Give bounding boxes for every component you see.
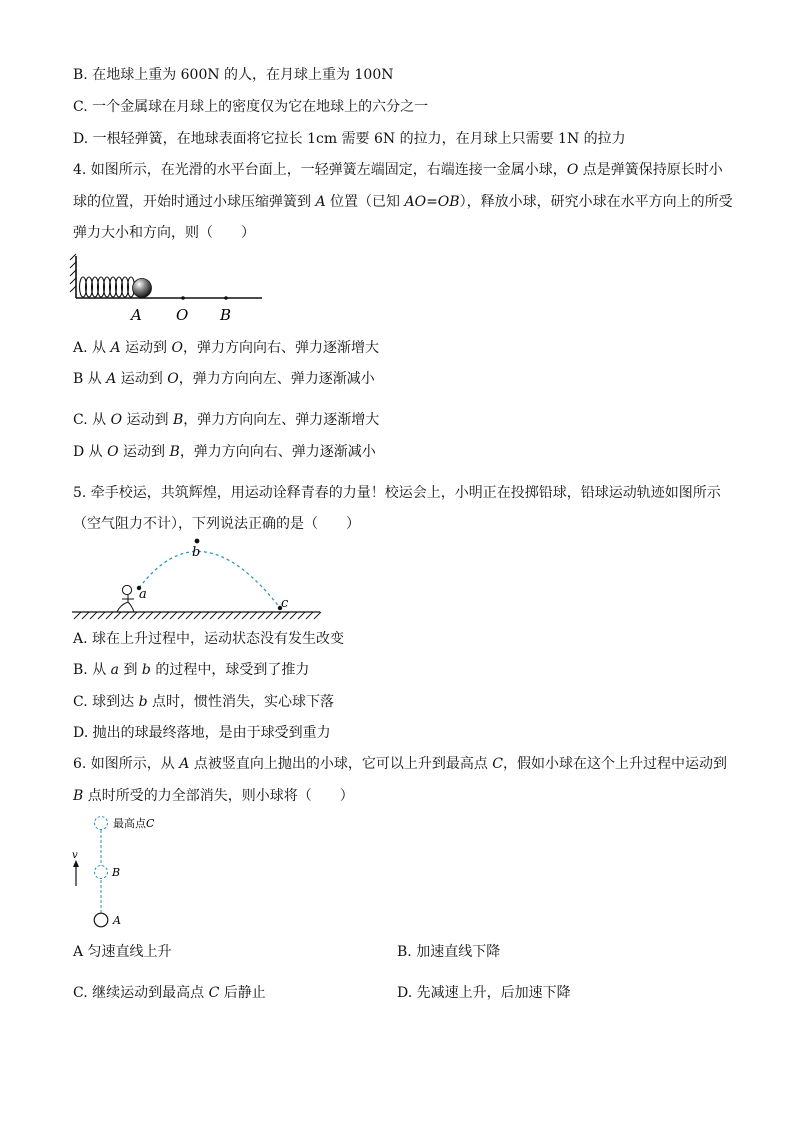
hatch-line xyxy=(98,612,105,619)
hatch-line xyxy=(74,612,81,619)
q3-option-b: B. 在地球上重为 600N 的人，在月球上重为 100N xyxy=(73,67,394,83)
label-top: 最高点C xyxy=(113,817,155,830)
label-o: O xyxy=(176,306,189,324)
hatch-line xyxy=(162,612,169,619)
hatch-line xyxy=(250,612,257,619)
q6-option-b: B. 加速直线下降 xyxy=(397,944,501,960)
hatch-line xyxy=(234,612,241,619)
q4-option-b: B 从 A 运动到 O，弹力方向向左、弹力逐渐减小 xyxy=(73,371,375,387)
hatch-line xyxy=(122,612,129,619)
q6-option-d: D. 先减速上升，后加速下降 xyxy=(397,985,571,1001)
hatch-line xyxy=(306,612,313,619)
q5-option-d: D. 抛出的球最终落地，是由于球受到重力 xyxy=(73,725,331,741)
q4-spring-figure xyxy=(68,252,268,324)
hatch-line xyxy=(186,612,193,619)
hatch-line xyxy=(170,612,177,619)
q3-option-d: D. 一根轻弹簧，在地球表面将它拉长 1cm 需要 6N 的拉力，在月球上只需要 1N 的拉力 xyxy=(73,131,626,147)
trajectory-path xyxy=(139,551,280,608)
hatch-line xyxy=(218,612,225,619)
thrower-figure xyxy=(117,585,134,612)
hatch-line xyxy=(242,612,249,619)
q5-stem-line2: （空气阻力不计），下列说法正确的是（ ） xyxy=(73,516,360,532)
ball-c xyxy=(95,817,108,830)
label-a: A xyxy=(131,306,142,324)
q6-option-c: C. 继续运动到最高点 C 后静止 xyxy=(73,985,266,1001)
hatch-line xyxy=(290,612,297,619)
label-b: B xyxy=(112,866,121,879)
q4-option-d: D 从 O 运动到 B，弹力方向向右、弹力逐渐减小 xyxy=(73,444,376,460)
hatch-line xyxy=(130,612,137,619)
hatch-line xyxy=(194,612,201,619)
label-a: a xyxy=(139,587,147,602)
label-c: c xyxy=(281,596,289,611)
hatch-line xyxy=(90,612,97,619)
q6-stem-line1: 6. 如图所示，从 A 点被竖直向上抛出的小球，它可以上升到最高点 C，假如小球在这个上升过程中运动到 xyxy=(73,756,728,772)
hatch-line xyxy=(210,612,217,619)
q6-stem-line2: B 点时所受的力全部消失，则小球将（ ） xyxy=(73,788,354,804)
label-b: b xyxy=(192,545,201,560)
ball-a xyxy=(94,913,108,927)
point-b-dot xyxy=(195,539,200,544)
q5-option-a: A. 球在上升过程中，运动状态没有发生改变 xyxy=(73,631,345,647)
hatch-line xyxy=(178,612,185,619)
q4-stem-line3: 弹力大小和方向，则（ ） xyxy=(73,225,255,241)
q4-option-c: C. 从 O 运动到 B，弹力方向向左、弹力逐渐增大 xyxy=(73,412,380,428)
q4-option-a: A. 从 A 运动到 O，弹力方向向右、弹力逐渐增大 xyxy=(73,340,379,356)
hatch-line xyxy=(298,612,305,619)
point-o-dot xyxy=(181,296,185,300)
q5-option-c: C. 球到达 b 点时，惯性消失，实心球下落 xyxy=(73,694,334,710)
q4-stem-line1: 4. 如图所示，在光滑的水平台面上，一轻弹簧左端固定，右端连接一金属小球，O 点是弹簧保持原长时小 xyxy=(73,162,723,178)
hatch-line xyxy=(314,612,321,619)
label-v: v xyxy=(72,850,78,861)
hatch-line xyxy=(154,612,161,619)
q6-option-a: A 匀速直线上升 xyxy=(73,944,172,960)
hatch-line xyxy=(114,612,121,619)
ball-b xyxy=(95,866,108,879)
hatch-line xyxy=(274,612,281,619)
hatch-line xyxy=(266,612,273,619)
q5-option-b: B. 从 a 到 b 的过程中，球受到了推力 xyxy=(73,662,310,678)
ground-hatch xyxy=(74,612,321,619)
hatch-line xyxy=(146,612,153,619)
q5-stem-line1: 5. 牵手校运，共筑辉煌，用运动诠释青春的力量！校运会上，小明正在投掷铅球，铅球运动轨迹如图所示 xyxy=(73,485,721,501)
velocity-arrowhead xyxy=(73,860,79,867)
hatch-line xyxy=(226,612,233,619)
hatch-line xyxy=(138,612,145,619)
q4-stem-line2: 球的位置，开始时通过小球压缩弹簧到 A 位置（已知 AO=OB），释放小球，研究小球在水平方向上的所受 xyxy=(73,194,733,210)
point-b-dot xyxy=(224,296,228,300)
label-a: A xyxy=(113,914,121,927)
q6-vertical-throw-figure xyxy=(70,812,190,930)
hatch-line xyxy=(106,612,113,619)
hatch-line xyxy=(202,612,209,619)
metal-ball xyxy=(133,279,152,298)
hatch-line xyxy=(82,612,89,619)
wall-hatch xyxy=(70,254,76,292)
label-b: B xyxy=(220,306,232,324)
hatch-line xyxy=(258,612,265,619)
spring xyxy=(80,277,135,297)
q3-option-c: C. 一个金属球在月球上的密度仅为它在地球上的六分之一 xyxy=(73,99,429,115)
q5-shotput-figure xyxy=(70,532,325,627)
hatch-line xyxy=(282,612,289,619)
